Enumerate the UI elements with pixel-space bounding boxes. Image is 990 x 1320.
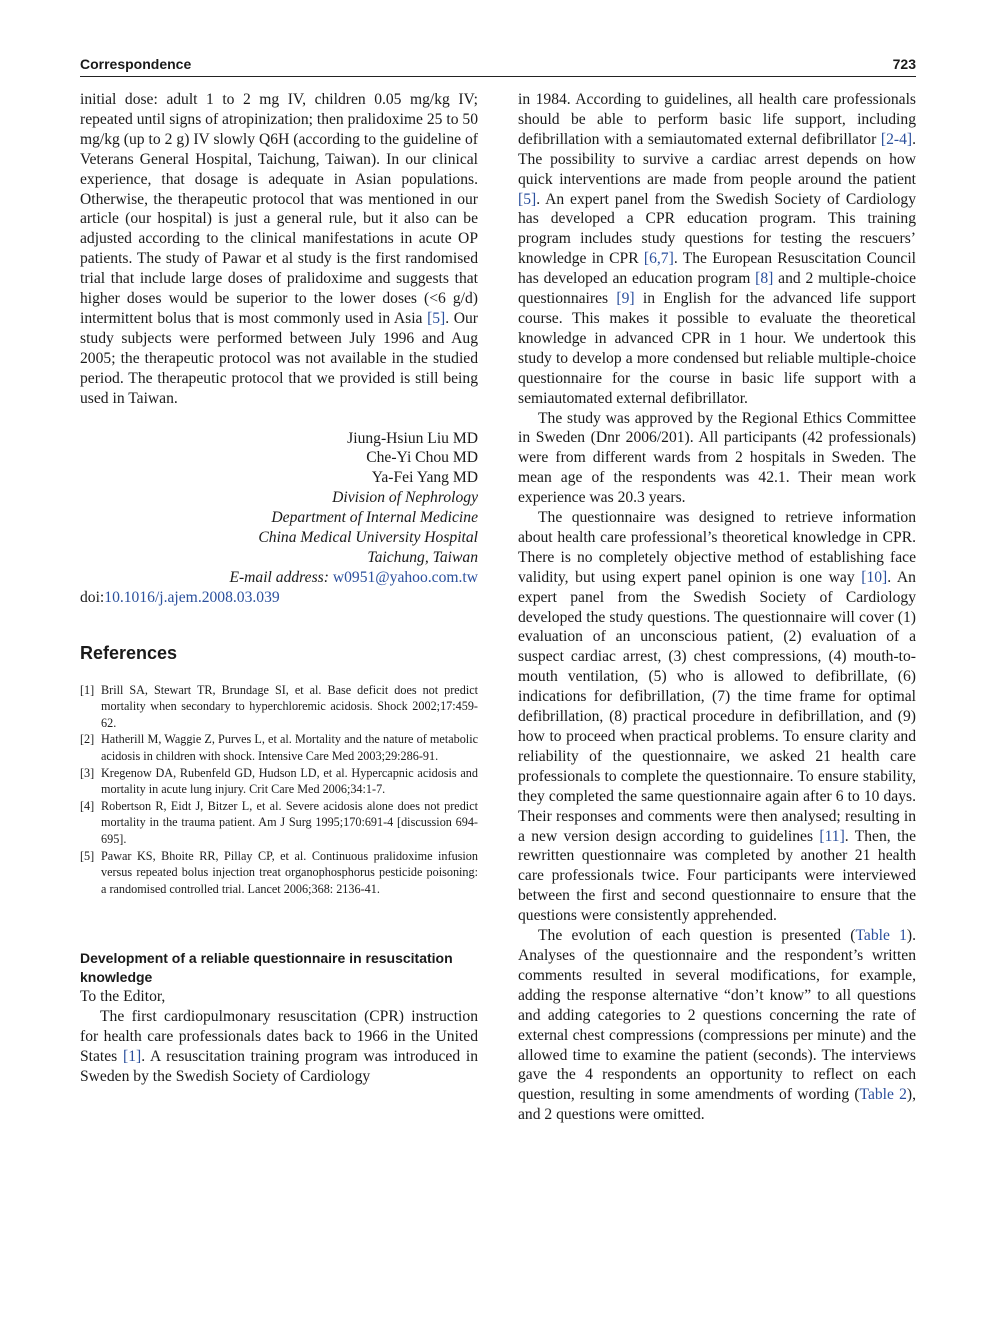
affiliation-location: Taichung, Taiwan [367, 548, 478, 566]
citation-link[interactable]: [10] [861, 568, 888, 586]
citation-link[interactable]: [8] [755, 270, 774, 288]
citation-link[interactable]: [9] [616, 290, 635, 308]
header-rule [80, 76, 916, 77]
reference-item [80, 798, 478, 848]
paragraph-1 [518, 90, 916, 409]
reference-text: Robertson R, Eidt J, Bitzer L, et al. Severe acidosis alone does not predict mortality in the trauma patient. Am J Surg 1995;170:691-4 [discussion 694-695]. [101, 798, 478, 846]
reference-text: Kregenow DA, Rubenfeld GD, Hudson LD, et al. Hypercapnic acidosis and mortality in acute lung injury. Crit Care Med 2006;34:1-7. [101, 765, 478, 797]
paragraph-3 [518, 508, 916, 926]
intro-paragraph [80, 1007, 478, 1087]
author-name: Ya-Fei Yang MD [371, 469, 478, 487]
reference-item [80, 682, 478, 732]
reference-item [80, 848, 478, 898]
paragraph-text: The questionnaire was designed to retrieve information about health care professional’s theoretical knowledge in CPR. There is no completely objective method of establishing face validity, but using expert panel opinion is one way [518, 509, 916, 586]
citation-link[interactable]: [1] [123, 1048, 142, 1065]
email-line [80, 568, 478, 588]
paragraph-text: . Then, the rewritten questionnaire was completed by another 21 health care professionals twice. Four participants were interviewed between the first and second questionnaire to ensure that the questions were consistently apprehended. [518, 827, 916, 925]
paragraph-text: . An expert panel from the Swedish Society of Cardiology developed the study questions. The questionnaire will cover (1) evaluation of an unconscious patient, (2) evaluation of a suspect cardiac arrest, (3) chest compressions, (4) mouth-to-mouth ventilation, (5) who is allowed to defibrillate, (6) indications for defibrillation, (7) the time frame for optimal defibrillation, (8) practical procedure in defibrillation, and (9) how to proceed when practical problems. To ensure clarity and reliability of the questionnaire, we asked 21 health care professionals to complete the questionnaire. To ensure stability, they completed the same questionnaire again after 6 to 10 days. Their responses and comments were then analysed; resulting in a new version design according to guidelines [518, 568, 916, 845]
paragraph-2: The study was approved by the Regional Ethics Committee in Sweden (Dnr 2006/201). All participants (42 professionals) were from different wards from 2 hospitals in Sweden. The mean age of the respondents was 42.1. Their mean work experience was 20.3 years. [518, 409, 916, 507]
references-heading: References [80, 642, 178, 663]
paragraph-text: and 2 multiple-choice questionnaires [518, 270, 916, 308]
paragraph-text: . Our study subjects were performed between July 1996 and Aug 2005; the therapeutic protocol was not available in the studied period. The therapeutic protocol that we provided is still being used in Taiwan. [80, 309, 478, 407]
running-header [80, 52, 916, 76]
paragraph-text: The evolution of each question is presented ( [538, 927, 856, 945]
affiliation-hospital: China Medical University Hospital [258, 529, 478, 547]
paragraph-4 [518, 926, 916, 1125]
reference-number: [3] [80, 765, 95, 780]
paragraph-text: . The European Resuscitation Council has developed an education program [518, 250, 916, 288]
right-column [518, 90, 916, 1125]
paragraph-text: initial dose: adult 1 to 2 mg IV, children 0.05 mg/kg IV; repeated until signs of atropinization; then pralidoxime 25 to 50 mg/kg (up to 2 g) IV slowly Q6H (according to the guideline of Veterans General Hospital, Taichung, Taiwan). In our clinical experience, that dosage is adequate in Asian populations. Otherwise, the therapeutic protocol that was mentioned in our article (our hospital) is just a general rule, but it also can be adjusted according to the clinical manifestations in acute OP patients. The study of Pawar et al study is the first randomised trial that include large doses of pralidoxime and suggests that higher doses would be superior to the lower doses (<6 g/d) intermittent bolus that is most commonly used in Asia [80, 91, 478, 327]
citation-link[interactable]: [5] [518, 190, 537, 208]
paragraph-text: ), and 2 questions were omitted. [518, 1086, 916, 1124]
reference-text: Brill SA, Stewart TR, Brundage SI, et al. Base deficit does not predict mortality when secondary to hyperchloremic acidosis. Shock 2002;17:459-62. [101, 682, 478, 730]
reference-text: Pawar KS, Bhoite RR, Pillay CP, et al. Continuous pralidoxime infusion versus repeated bolus injection treat organophosphorus pesticide poisoning: a randomised controlled trial. Lancet 2006;368: 2136-41. [101, 848, 478, 896]
reference-item [80, 765, 478, 798]
reference-number: [2] [80, 732, 95, 747]
paragraph-text: . The possibility to survive a cardiac arrest depends on how quick interventions are made from people around the patient [518, 130, 916, 188]
paragraph-text: in 1984. According to guidelines, all health care professionals should be able to perform basic life support, including defibrillation with a semiautomated external defibrillator [518, 91, 916, 148]
affiliation-department: Department of Internal Medicine [271, 509, 478, 527]
salutation: To the Editor, [80, 988, 166, 1006]
continued-paragraph [80, 90, 478, 409]
reference-number: [1] [80, 682, 95, 697]
section-name: Correspondence [80, 56, 192, 72]
paragraph-text: ). Analyses of the questionnaire and the respondent’s written comments resulted in several modifications, for example, adding the response alternative “don’t know” to all questions and adding categories to 2 questions concerning the rate of external chest compressions (compressions per minute) and the allowed time to examine the patient (seconds). The interviews gave the 4 respondents an opportunity to reflect on each question, resulting in some amendments of wording ( [518, 927, 916, 1104]
paragraph-text: . A resuscitation training program was introduced in Sweden by the Swedish Society of Cardiology [80, 1048, 479, 1085]
paragraph-text: The first cardiopulmonary resuscitation (CPR) instruction for health care professionals dates back to 1966 in the United States [80, 1008, 478, 1065]
paragraph-text: . An expert panel from the Swedish Society of Cardiology has developed a CPR education program. This training program includes study questions for testing the rescuers’ knowledge in CPR [518, 190, 916, 268]
author-name: Che-Yi Chou MD [366, 449, 478, 467]
email-label: E-mail address: [229, 568, 329, 586]
email-link[interactable]: w0951@yahoo.com.tw [332, 568, 478, 586]
citation-link[interactable]: [5] [427, 309, 446, 327]
author-signature [80, 429, 478, 588]
table-link[interactable]: Table 2 [859, 1086, 907, 1104]
table-link[interactable]: Table 1 [855, 927, 907, 945]
letter-title: Development of a reliable questionnaire in resuscitation knowledge [80, 950, 453, 986]
page-number: 723 [892, 56, 916, 72]
reference-text: Hatherill M, Waggie Z, Purves L, et al. Mortality and the nature of metabolic acidosis in children with shock. Intensive Care Med 2003;29:286-91. [101, 732, 478, 763]
reference-number: [4] [80, 798, 95, 813]
doi-label: doi: [80, 588, 105, 606]
doi-line [80, 588, 478, 608]
left-column [80, 90, 478, 1087]
reference-number: [5] [80, 848, 95, 863]
doi-link[interactable]: 10.1016/j.ajem.2008.03.039 [104, 588, 280, 606]
author-name: Jiung-Hsiun Liu MD [347, 429, 478, 447]
paragraph-text: in English for the advanced life support course. This makes it possible to evaluate the theoretical knowledge in advanced CPR in 1 hour. We undertook this study to develop a more condensed but reliable multiple-choice questionnaire for the course in basic life support with a semiautomated external defibrillator. [518, 290, 917, 407]
citation-link[interactable]: [11] [819, 827, 845, 845]
citation-link[interactable]: [2-4] [880, 130, 913, 148]
reference-item [80, 731, 478, 764]
citation-link[interactable]: [6,7] [643, 250, 674, 268]
reference-list [80, 682, 478, 898]
affiliation-division: Division of Nephrology [332, 489, 478, 507]
